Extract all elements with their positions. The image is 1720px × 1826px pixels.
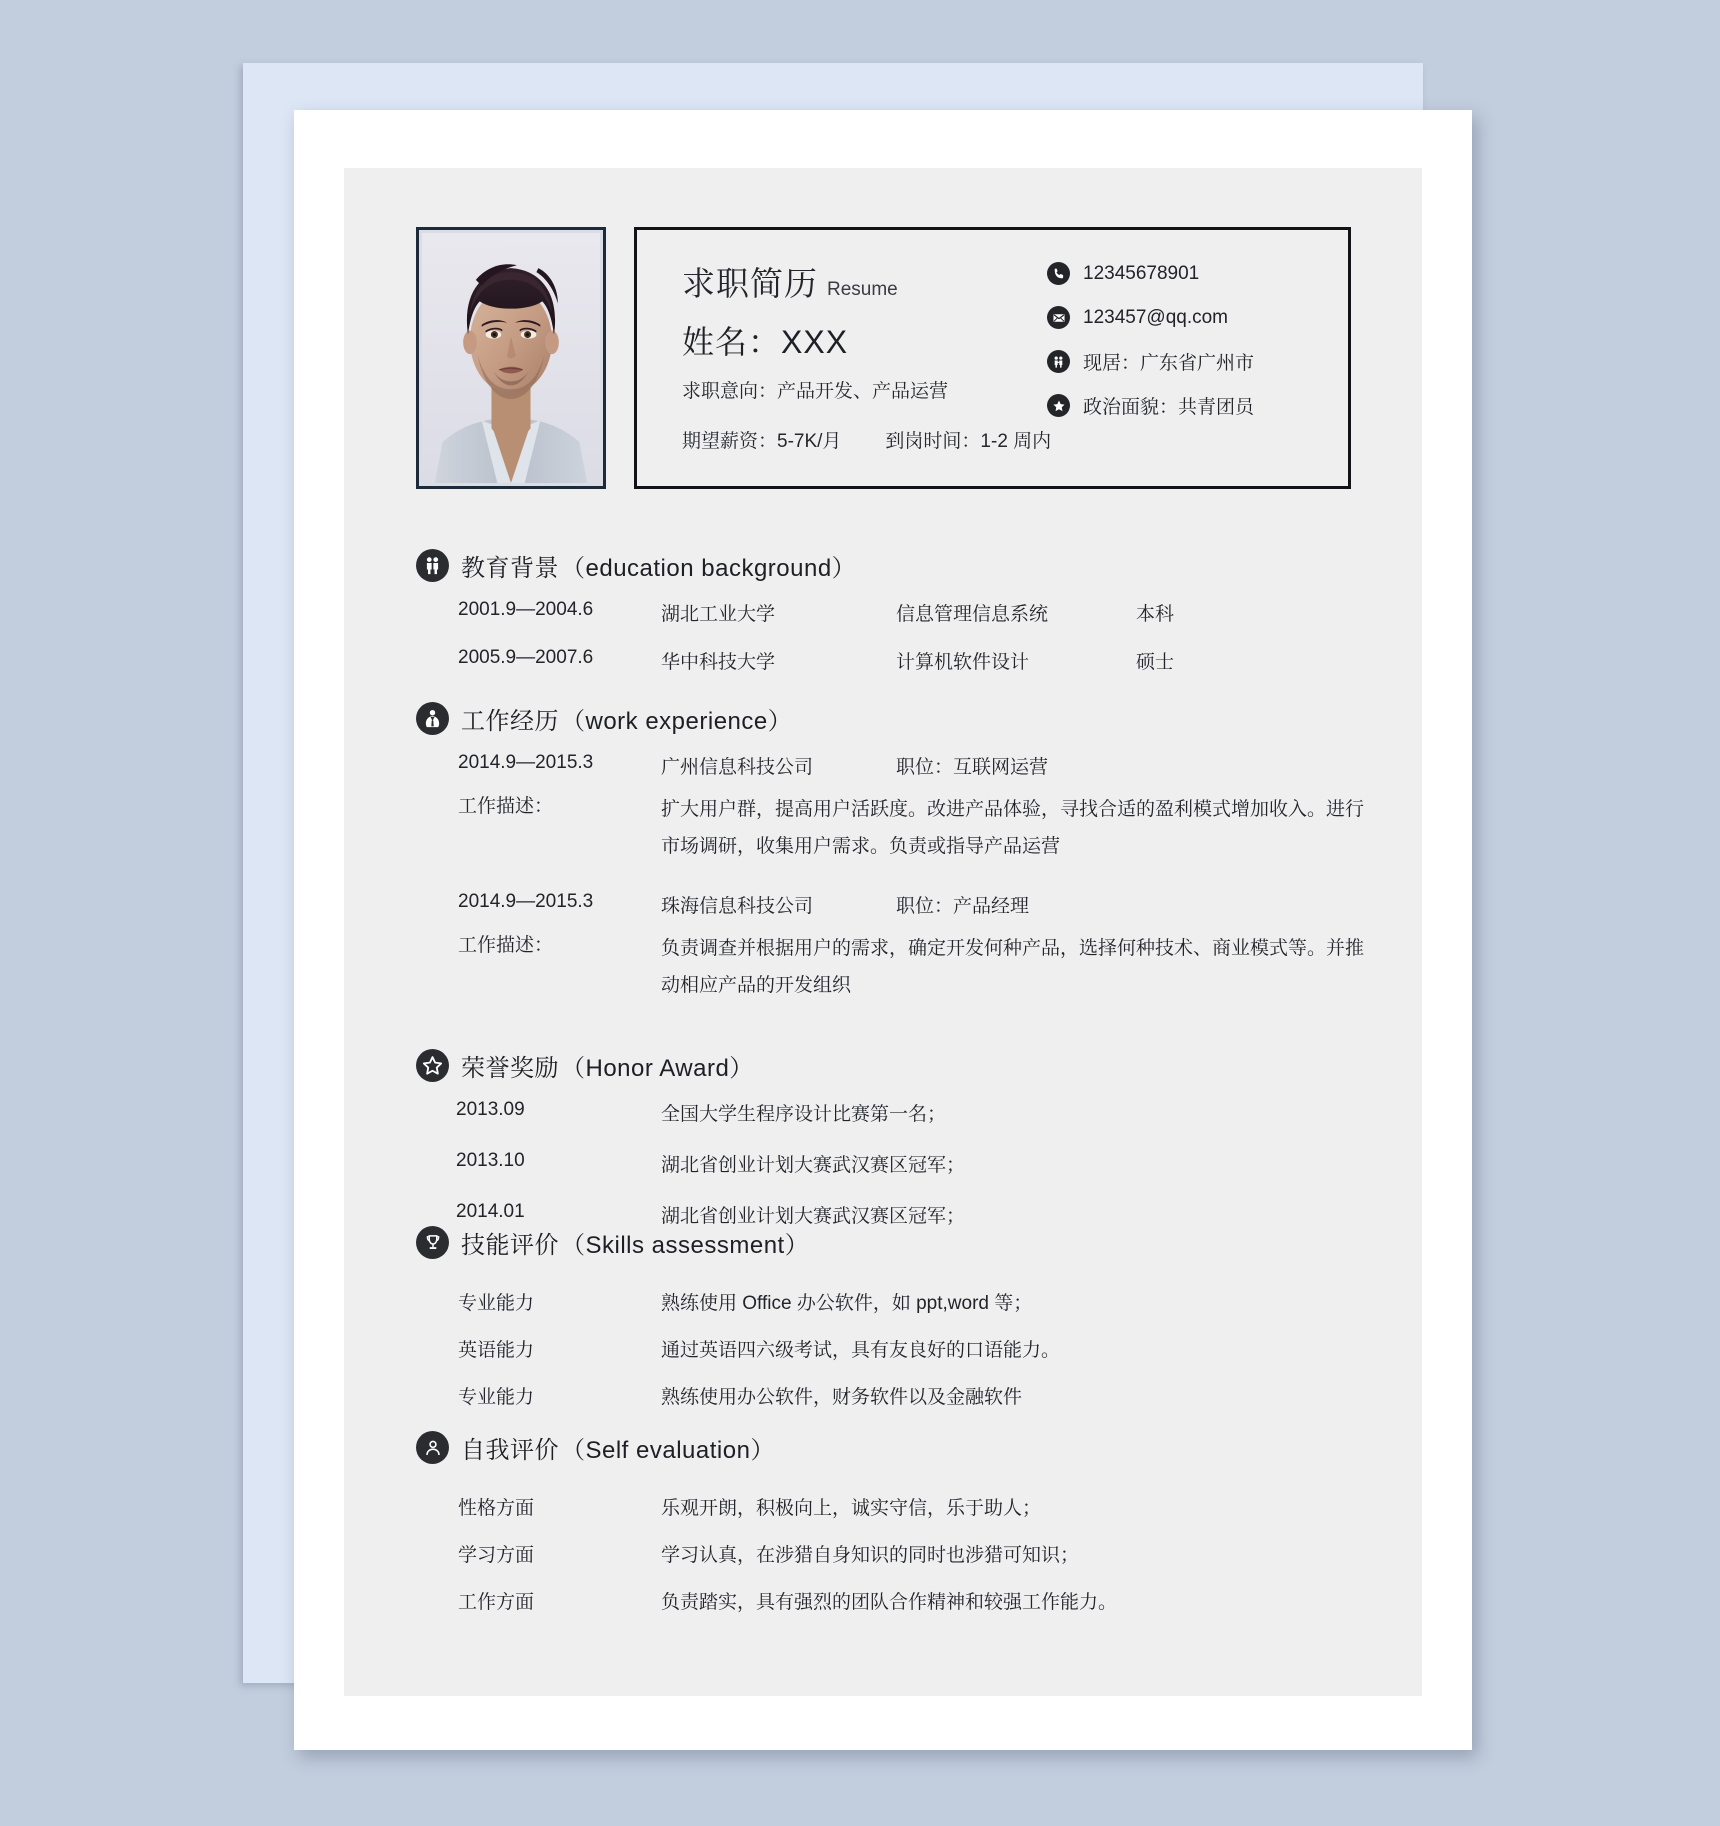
section-skills-title: 技能评价（Skills assessment） <box>461 1232 810 1259</box>
education-degree: 本科 <box>1136 604 1175 625</box>
work-rows <box>416 752 1376 1004</box>
table-row <box>416 1335 1376 1362</box>
table-row <box>416 1493 1376 1520</box>
contact-phone <box>1047 258 1337 289</box>
header-info-box <box>634 227 1351 489</box>
star-icon <box>1047 394 1070 417</box>
table-row <box>416 1382 1376 1409</box>
section-honor-header <box>416 1048 1376 1083</box>
contact-political-status-text: 政治面貌：共青团员 <box>1083 397 1255 418</box>
education-major: 计算机软件设计 <box>896 652 1030 673</box>
job-intent: 求职意向：产品开发、产品运营 <box>682 381 949 402</box>
resume-page <box>294 110 1472 1750</box>
businessperson-icon <box>416 702 449 735</box>
skill-label: 英语能力 <box>458 1340 535 1361</box>
portrait-photo <box>422 233 600 483</box>
skill-text: 通过英语四六级考试，具有友良好的口语能力。 <box>661 1340 1061 1361</box>
contact-location-text: 现居：广东省广州市 <box>1083 353 1255 374</box>
onboarding-time: 到岗时间：1-2 周内 <box>885 431 1052 452</box>
work-description-label: 工作描述： <box>458 796 554 817</box>
work-entry-header <box>416 891 1376 918</box>
section-skills-header <box>416 1225 1376 1260</box>
self-evaluation-rows <box>416 1493 1376 1614</box>
skill-label: 专业能力 <box>458 1387 535 1408</box>
photo-frame <box>416 227 606 489</box>
work-position: 职位：互联网运营 <box>896 757 1049 778</box>
self-label: 性格方面 <box>458 1498 535 1519</box>
skill-text: 熟练使用办公软件，财务软件以及金融软件 <box>661 1387 1023 1408</box>
section-education-header <box>416 548 1376 583</box>
contact-location <box>1047 346 1337 377</box>
contact-political-status <box>1047 390 1337 421</box>
honor-date: 2013.09 <box>456 1099 525 1120</box>
mail-icon <box>1047 306 1070 329</box>
skill-text: 熟练使用 Office 办公软件，如 ppt,word 等； <box>661 1293 1033 1314</box>
work-description-text: 负责调查并根据用户的需求，确定开发何种产品，选择何种技术、商业模式等。并推动相应产品的开发组织 <box>661 938 1365 997</box>
education-date: 2001.9—2004.6 <box>458 599 594 620</box>
honor-text: 湖北省创业计划大赛武汉赛区冠军； <box>661 1155 966 1176</box>
education-major: 信息管理信息系统 <box>896 604 1049 625</box>
section-work-experience <box>416 701 1376 1025</box>
self-text: 学习认真，在涉猎自身知识的同时也涉猎可知识； <box>661 1545 1080 1566</box>
expected-salary: 期望薪资：5-7K/月 <box>682 431 842 452</box>
resume-content-area <box>344 168 1422 1696</box>
contact-list <box>1047 258 1337 434</box>
trophy-icon <box>416 1226 449 1259</box>
table-row <box>416 1540 1376 1567</box>
honor-text: 全国大学生程序设计比赛第一名； <box>661 1104 947 1125</box>
skills-rows <box>416 1288 1376 1409</box>
work-company: 广州信息科技公司 <box>661 757 814 778</box>
work-description-text: 扩大用户群，提高用户活跃度。改进产品体验，寻找合适的盈利模式增加收入。进行市场调研，收集用户需求。负责或指导产品运营 <box>661 799 1365 858</box>
location-icon <box>1047 350 1070 373</box>
section-education-title: 教育背景（education background） <box>461 555 857 582</box>
education-school: 湖北工业大学 <box>661 604 776 625</box>
salary-and-onboarding <box>682 426 1051 453</box>
two-people-icon <box>416 549 449 582</box>
self-label: 工作方面 <box>458 1592 535 1613</box>
work-position: 职位：产品经理 <box>896 896 1030 918</box>
education-school: 华中科技大学 <box>661 652 776 673</box>
honor-rows <box>416 1099 1376 1228</box>
table-row <box>416 1587 1376 1614</box>
table-row <box>416 1099 1376 1126</box>
section-self-title: 自我评价（Self evaluation） <box>461 1437 775 1464</box>
education-rows <box>416 599 1376 674</box>
self-text: 负责踏实，具有强烈的团队合作精神和较强工作能力。 <box>661 1592 1118 1613</box>
contact-email <box>1047 302 1337 333</box>
table-row <box>416 599 1376 626</box>
honor-text: 湖北省创业计划大赛武汉赛区冠军； <box>661 1206 966 1227</box>
star-badge-icon <box>416 1049 449 1082</box>
section-skills-assessment <box>416 1225 1376 1429</box>
resume-title-cn: 求职简历 <box>682 265 818 302</box>
table-row <box>416 1201 1376 1228</box>
section-honor-title: 荣誉奖励（Honor Award） <box>461 1055 754 1082</box>
work-date: 2014.9—2015.3 <box>458 752 594 773</box>
work-description <box>416 791 1376 865</box>
table-row <box>416 1150 1376 1177</box>
work-company: 珠海信息科技公司 <box>661 896 814 918</box>
person-icon <box>416 1431 449 1464</box>
work-date: 2014.9—2015.3 <box>458 891 594 913</box>
honor-date: 2014.01 <box>456 1201 525 1222</box>
section-self-header <box>416 1430 1376 1465</box>
section-work-title: 工作经历（work experience） <box>461 708 793 735</box>
self-label: 学习方面 <box>458 1545 535 1566</box>
work-entry-header <box>416 752 1376 779</box>
table-row <box>416 1288 1376 1315</box>
education-date: 2005.9—2007.6 <box>458 647 594 668</box>
section-honor-award <box>416 1048 1376 1252</box>
skill-label: 专业能力 <box>458 1293 535 1314</box>
section-self-evaluation <box>416 1430 1376 1634</box>
contact-phone-text: 12345678901 <box>1083 262 1200 284</box>
applicant-name: 姓名：XXX <box>682 324 849 360</box>
table-row <box>416 647 1376 674</box>
section-work-header <box>416 701 1376 736</box>
section-education <box>416 548 1376 695</box>
resume-title <box>682 258 898 305</box>
resume-title-en: Resume <box>827 279 898 300</box>
contact-email-text: 123457@qq.com <box>1083 306 1228 328</box>
education-degree: 硕士 <box>1136 652 1175 673</box>
work-description <box>416 930 1376 1004</box>
phone-icon <box>1047 262 1070 285</box>
self-text: 乐观开朗，积极向上，诚实守信，乐于助人； <box>661 1498 1042 1519</box>
honor-date: 2013.10 <box>456 1150 525 1171</box>
resume-header <box>416 227 1351 489</box>
work-description-label: 工作描述： <box>458 935 554 957</box>
